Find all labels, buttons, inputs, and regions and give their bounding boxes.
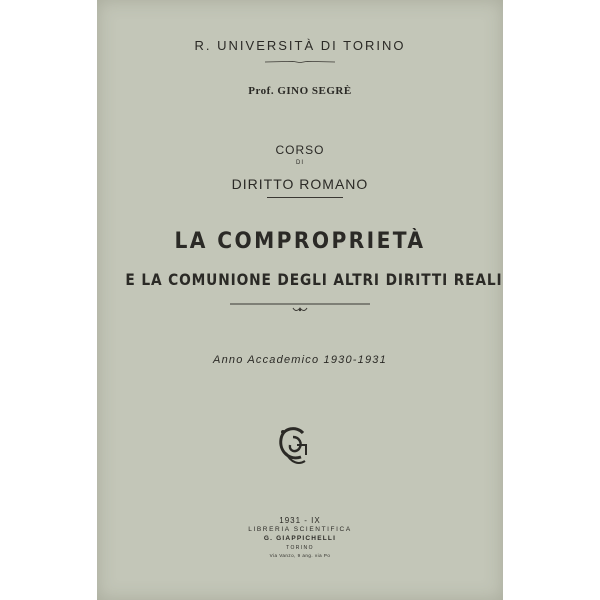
title-line-2: E LA COMUNIONE DEGLI ALTRI DIRITTI REALI <box>125 270 503 289</box>
title-line-1: LA COMPROPRIETÀ <box>174 229 426 254</box>
university-name: R. UNIVERSITÀ DI TORINO <box>194 38 406 53</box>
title-ornament-icon <box>97 301 503 315</box>
course-label: CORSO <box>275 143 325 157</box>
small-ornament-icon <box>97 60 503 64</box>
imprint-year: 1931 - IX <box>279 516 321 525</box>
academic-year: Anno Accademico 1930-1931 <box>213 354 387 366</box>
course-connector: DI <box>296 160 304 166</box>
publisher-monogram-icon <box>273 423 313 467</box>
course-subject: DIRITTO ROMANO <box>231 176 369 192</box>
imprint-city: TORINO <box>286 545 314 551</box>
imprint-publisher-name: G. GIAPPICHELLI <box>263 535 337 542</box>
professor-name: Prof. GINO SEGRÈ <box>248 85 352 97</box>
subject-rule <box>267 197 343 198</box>
imprint-publisher-line: LIBRERIA SCIENTIFICA <box>248 526 352 533</box>
book-cover <box>97 0 503 600</box>
imprint-address: Via Vanzo, 9 ang. via Po <box>269 553 331 558</box>
